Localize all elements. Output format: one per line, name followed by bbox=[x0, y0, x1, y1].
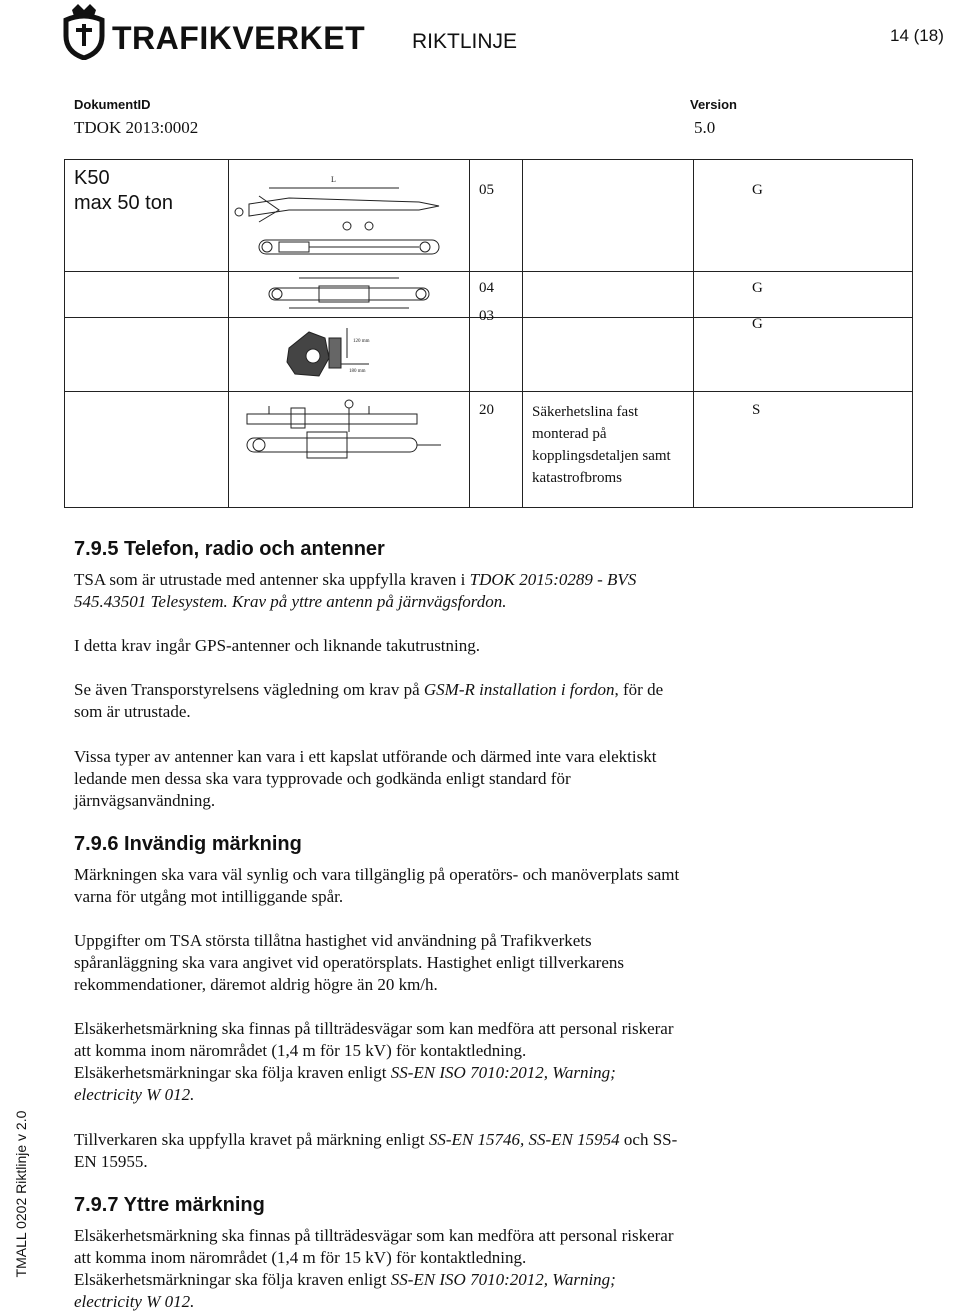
page-number: 14 (18) bbox=[890, 26, 944, 45]
version-label: Version bbox=[690, 97, 737, 112]
version-value: 5.0 bbox=[694, 118, 716, 137]
desc-cell bbox=[523, 160, 694, 272]
drawing-cell-05 bbox=[229, 160, 470, 272]
row-number: 05 bbox=[479, 182, 494, 198]
row-grade: G bbox=[752, 316, 763, 332]
section-heading-797: 7.9.7 Yttre märkning bbox=[74, 1194, 265, 1216]
row-number: 04 bbox=[479, 280, 494, 296]
turnbuckle-drawing bbox=[229, 272, 469, 312]
table-title-cell bbox=[65, 160, 229, 272]
row-number: 03 bbox=[479, 308, 494, 324]
table-title-line1: K50 bbox=[74, 167, 110, 189]
paragraph: Märkningen ska vara väl synlig och vara tillgänglig på operatörs- och manöverplats samt varna för utgång mot intilliggande spår. bbox=[74, 865, 680, 906]
docid-label: DokumentID bbox=[74, 97, 151, 112]
logo-wordmark: TRAFIKVERKET bbox=[112, 20, 366, 56]
paragraph: Elsäkerhetsmärkning ska finnas på tillträdesvägar som kan medföra att personal riskerar att komma inom närområdet (1,4 m för 15 kV) för kontaktledning. Elsäkerhetsmärkningar ska följa kraven enligt SS-EN ISO 7010:2012, Warning; electricity W 012. bbox=[74, 1019, 674, 1104]
table-title-line2: max 50 ton bbox=[74, 192, 173, 214]
template-tag: TMALL 0202 Riktlinje v 2.0 bbox=[13, 1110, 29, 1278]
row-grade: S bbox=[752, 402, 761, 418]
drawing-cell-04 bbox=[229, 272, 470, 318]
hitch-drawing bbox=[229, 318, 469, 386]
document-type: RIKTLINJE bbox=[412, 30, 518, 53]
section-heading-796: 7.9.6 Invändig märkning bbox=[74, 833, 302, 855]
row-description: Säkerhetslina fast monterad på kopplingsdetaljen samt katastrofbroms bbox=[532, 404, 671, 486]
safety-line-drawing bbox=[229, 392, 469, 502]
grade-cell bbox=[694, 160, 913, 272]
row-grade: G bbox=[752, 280, 763, 296]
crown-shield-icon bbox=[58, 2, 110, 60]
svg-text:180 mm: 180 mm bbox=[349, 369, 366, 374]
drawing-cell-03 bbox=[229, 318, 470, 392]
paragraph: Se även Transporstyrelsens vägledning om krav på GSM-R installation i fordon, för de som är utrustade. bbox=[74, 680, 664, 721]
coupling-table bbox=[64, 159, 913, 508]
svg-text:120 mm: 120 mm bbox=[353, 339, 370, 344]
paragraph: Tillverkaren ska uppfylla kravet på märkning enligt SS-EN 15746, SS-EN 15954 och SS- EN 15955. bbox=[74, 1130, 678, 1171]
paragraph: Vissa typer av antenner kan vara i ett kapslat utförande och därmed inte vara elektiskt ledande men dessa ska vara typprovade och godkända enligt standard för järnvägsanvändning. bbox=[74, 747, 657, 810]
paragraph: I detta krav ingår GPS-antenner och liknande takutrustning. bbox=[74, 636, 480, 655]
paragraph: TSA som är utrustade med antenner ska uppfylla kraven i TDOK 2015:0289 - BVS 545.43501 Telesystem. Krav på yttre antenn på järnvägsfordon. bbox=[74, 570, 637, 611]
docid-value: TDOK 2013:0002 bbox=[74, 118, 199, 137]
paragraph: Uppgifter om TSA största tillåtna hastighet vid användning på Trafikverkets spåranläggning ska vara angivet vid operatörsplats. Hastighet enligt tillverkarens rekommendationer, däremot aldrig högre än 20 km/h. bbox=[74, 931, 624, 994]
drawing-cell-20 bbox=[229, 392, 470, 508]
svg-text:L: L bbox=[331, 175, 336, 184]
row-num-cell bbox=[470, 160, 523, 272]
row-grade: G bbox=[752, 182, 763, 198]
row-number: 20 bbox=[479, 402, 494, 418]
paragraph: Elsäkerhetsmärkning ska finnas på tillträdesvägar som kan medföra att personal riskerar att komma inom närområdet (1,4 m för 15 kV) för kontaktledning. Elsäkerhetsmärkningar ska följa kraven enligt SS-EN ISO 7010:2012, Warning; electricity W 012. bbox=[74, 1226, 674, 1311]
towbar-drawing bbox=[229, 160, 469, 266]
section-heading-795: 7.9.5 Telefon, radio och antenner bbox=[74, 538, 385, 560]
